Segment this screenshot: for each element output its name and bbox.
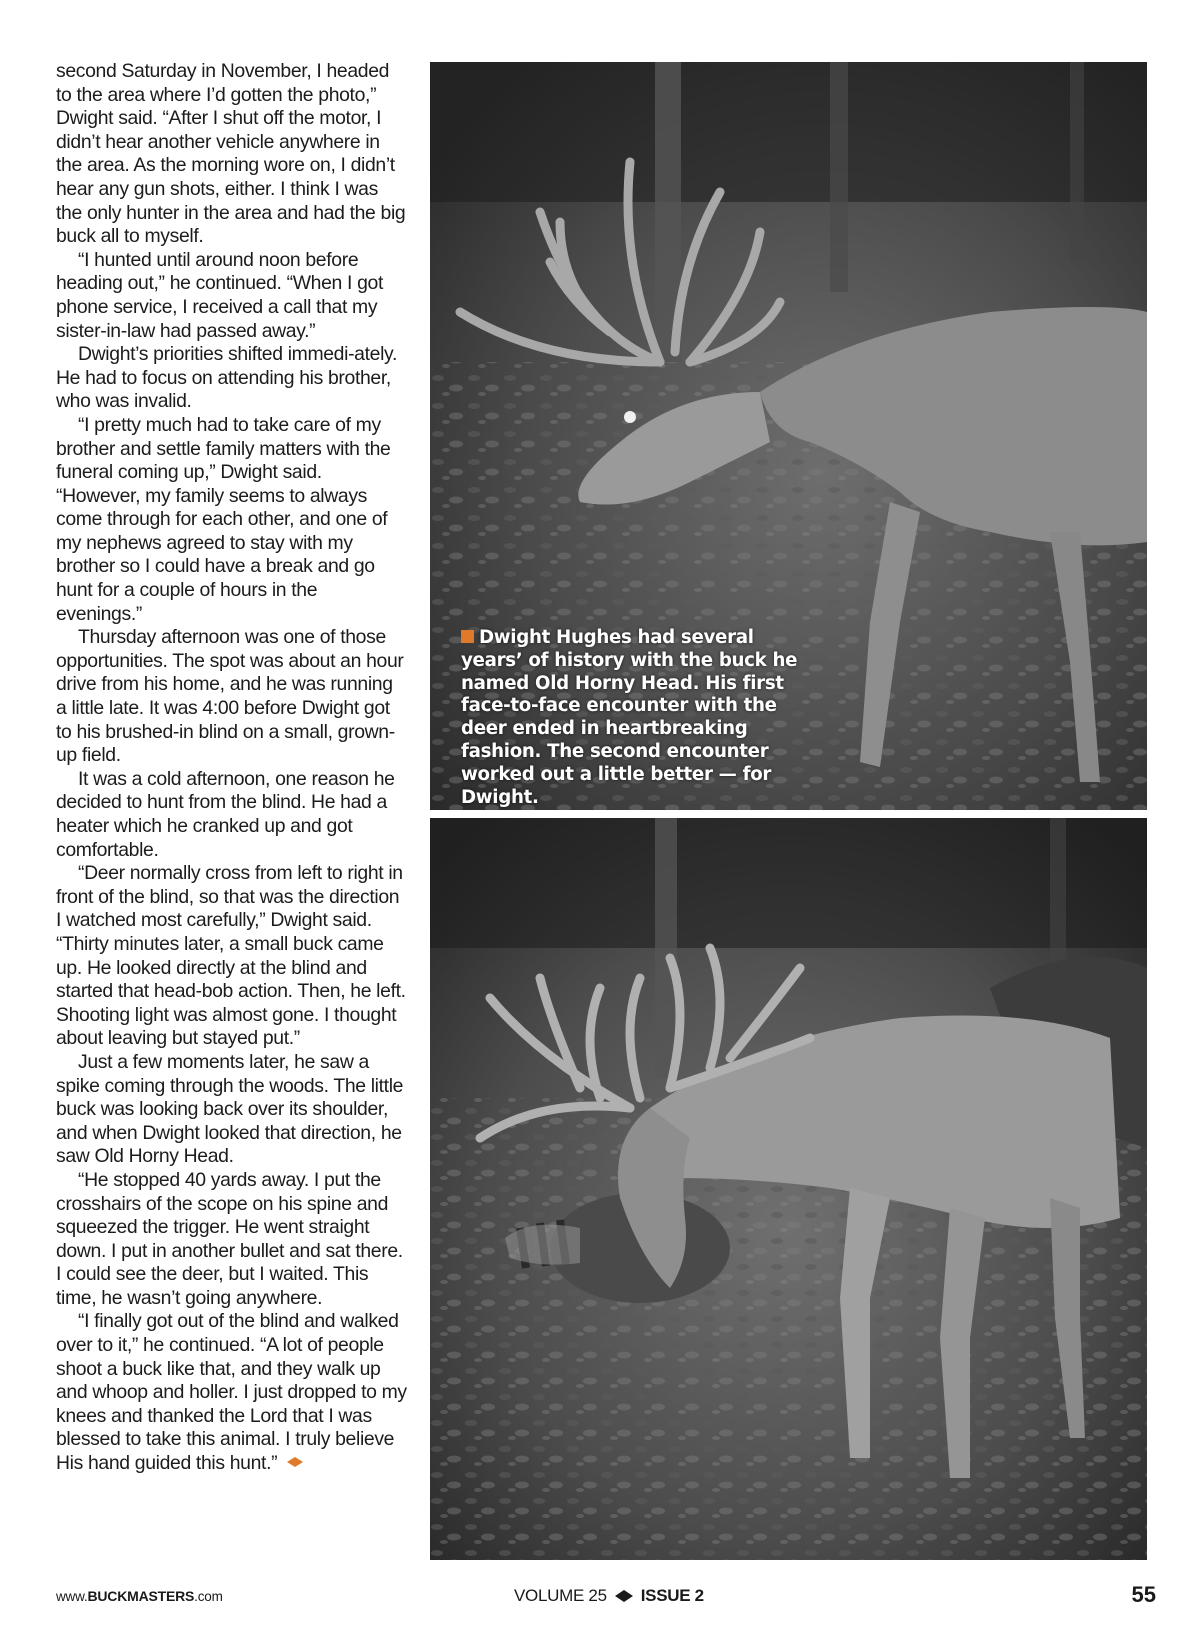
end-of-article-diamond-icon (287, 1457, 303, 1467)
footer-volume: VOLUME 25 (514, 1586, 607, 1605)
page-footer (56, 1584, 1156, 1614)
trail-camera-photo-bottom (430, 818, 1147, 1560)
article-paragraph: Dwight’s priorities shifted immedi-ately. He had to focus on attending his brother, who was invalid. (56, 343, 397, 413)
article-paragraph: “I hunted until around noon before heading out,” he continued. “When I got phone service, I received a call that my sister-in-law had passed away.” (56, 248, 383, 342)
article-paragraph: Thursday afternoon was one of those opportunities. The spot was about an hour drive from his home, and he was running a little late. It was 4:00 before Dwight got to his brushed-in blind on a small, grown-up field. (56, 626, 404, 767)
article-paragraph-last (56, 1310, 408, 1475)
photo-caption (461, 627, 821, 809)
footer-issue: ISSUE 2 (640, 1586, 704, 1605)
article-paragraph: Just a few moments later, he saw a spike coming through the woods. The little buck was looking back over its shoulder, and when Dwight looked that direction, he saw Old Horny Head. (56, 1050, 404, 1168)
article-body (56, 60, 408, 1476)
article-paragraph: “Deer normally cross from left to right in front of the blind, so that was the direction I watched most carefully,” Dwight said. “Thirty minutes later, a small buck came up. He looked directly at the blind and started that head-bob action. Then, he left. Shooting light was almost gone. I thought about leaving but stayed put.” (56, 862, 406, 1050)
footer-site-prefix: www. (56, 1589, 88, 1604)
footer-site-brand: BUCKMASTERS (87, 1588, 195, 1604)
footer-website (56, 1588, 223, 1604)
article-paragraph: It was a cold afternoon, one reason he decided to hunt from the blind. He had a heater which he cranked up and got comfortable. (56, 767, 395, 861)
buck-and-raccoon-photo-image (430, 818, 1147, 1560)
caption-text: Dwight Hughes had several years’ of history with the buck he named Old Horny Head. His first face-to-face encounter with the deer ended in heartbreaking fashion. The second encounter worked out a little better — for Dwight. (461, 627, 798, 808)
caption-marker-icon (461, 630, 474, 643)
footer-volume-issue (514, 1586, 704, 1606)
article-paragraph-text: “I finally got out of the blind and walked over to it,” he continued. “A lot of people shoot a buck like that, and they walk up and whoop and holler. I just dropped to my knees and thanked the Lord that I was blessed to take this animal. I truly believe His hand guided this hunt.” (56, 1310, 407, 1475)
article-paragraph: second Saturday in November, I headed to the area where I’d gotten the photo,” Dwight said. “After I shut off the motor, I didn’t hear another vehicle anywhere in the area. As the morning wore on, I didn’t hear any gun shots, either. I think I was the only hunter in the area and had the big buck all to myself. (56, 60, 406, 248)
footer-diamond-icon (615, 1590, 633, 1602)
footer-site-suffix: .com (194, 1589, 223, 1604)
page-number: 55 (1131, 1582, 1156, 1607)
article-paragraph: “He stopped 40 yards away. I put the crosshairs of the scope on his spine and squeezed the trigger. He went straight down. I put in another bullet and sat there. I could see the deer, but I waited. This time, he wasn’t going anywhere. (56, 1168, 403, 1309)
article-paragraph: “I pretty much had to take care of my brother and settle family matters with the funeral coming up,” Dwight said. “However, my family seems to always come through for each other, and one of my nephews agreed to stay with my brother so I could have a break and go hunt for a couple of hours in the evenings.” (56, 413, 391, 625)
